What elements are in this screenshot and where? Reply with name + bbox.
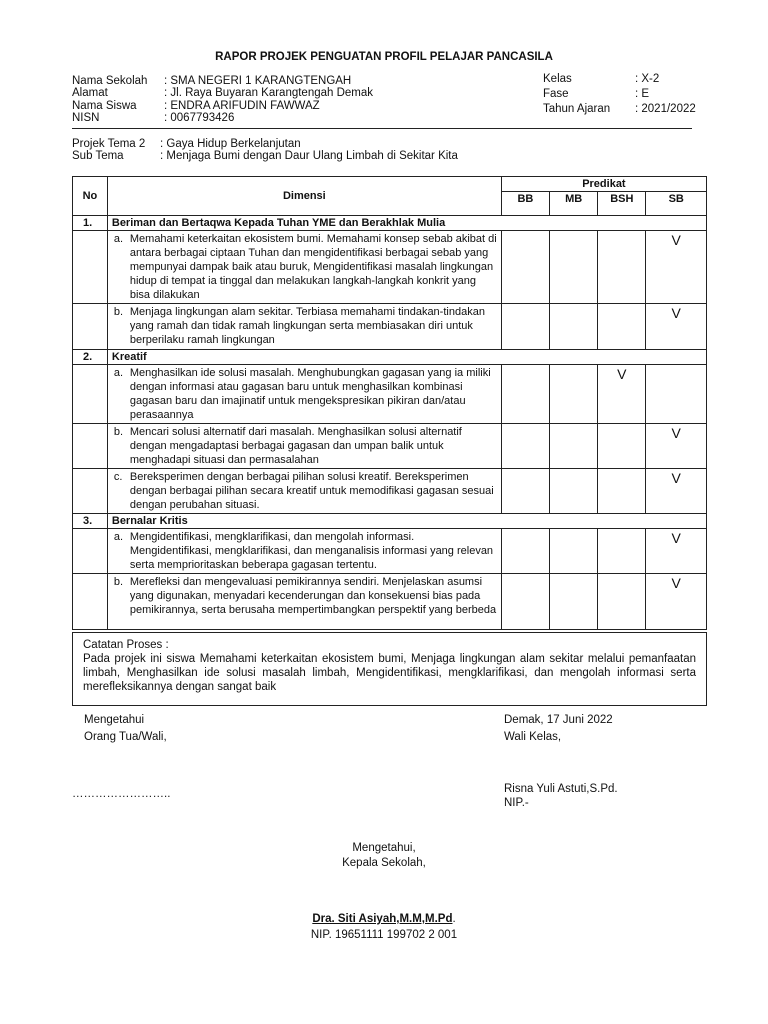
head-nip: NIP. 19651111 199702 2 001 bbox=[310, 929, 458, 941]
address-value: : Jl. Raya Buyaran Karangtengah Demak bbox=[164, 87, 374, 99]
item-letter: a. bbox=[113, 531, 124, 543]
header-divider bbox=[72, 128, 692, 129]
section-name: Kreatif bbox=[107, 350, 706, 365]
empty-no-cell bbox=[73, 574, 108, 630]
grade-cell-sb bbox=[646, 304, 707, 350]
dimension-row bbox=[73, 231, 707, 304]
empty-no-cell bbox=[73, 529, 108, 574]
grade-cell-mb bbox=[550, 574, 598, 630]
address-label: Alamat bbox=[72, 87, 108, 99]
grade-cell-bsh bbox=[598, 424, 646, 469]
grade-cell-sb bbox=[646, 424, 707, 469]
teacher-role: Wali Kelas, bbox=[504, 731, 562, 743]
grade-cell-bsh bbox=[598, 304, 646, 350]
check-mark: V bbox=[671, 425, 681, 441]
teacher-nip: NIP.- bbox=[504, 797, 529, 809]
dimension-description bbox=[108, 469, 501, 513]
head-name-wrap: Dra. Siti Asiyah,M.M,M.Pd. bbox=[312, 913, 456, 925]
section-row bbox=[73, 216, 707, 231]
check-mark: V bbox=[671, 530, 681, 546]
grade-cell-bsh bbox=[598, 529, 646, 574]
check-mark: V bbox=[671, 305, 681, 321]
school-label: Nama Sekolah bbox=[72, 75, 148, 87]
section-row bbox=[73, 350, 707, 365]
grade-cell-mb bbox=[550, 469, 598, 514]
item-text: Merefleksi dan mengevaluasi pemikirannya sendiri. Menjelaskan asumsi yang digunakan, menyadari kecenderungan dan konsekuensi bias pada pemikirannya, serta berusaha mempertimbangkan perspektif yang berbeda bbox=[129, 576, 497, 616]
grade-cell-sb bbox=[646, 529, 707, 574]
dimension-description bbox=[108, 424, 501, 468]
section-number: 2. bbox=[73, 350, 108, 365]
parent-acknowledge: Mengetahui bbox=[84, 714, 145, 726]
header-predikat: Predikat bbox=[501, 177, 706, 192]
item-text: Memahami keterkaitan ekosistem bumi. Memahami konsep sebab akibat di antara berbagai ciptaan Tuhan dan mengidentifikasi berbagai sebab yang mempunyai dampak baik atau buruk, Mengidentifikasi masalah lingkungan hidup di tempat ia tinggal dan melakukan langkah-langkah konkrit yang bisa dilakukan bbox=[129, 233, 497, 301]
section-number: 1. bbox=[73, 216, 108, 231]
grade-cell-sb bbox=[646, 365, 707, 424]
empty-no-cell bbox=[73, 424, 108, 469]
dimension-description bbox=[108, 304, 501, 348]
notes-label: Catatan Proses : bbox=[83, 639, 169, 651]
dimension-description bbox=[108, 574, 501, 618]
item-text: Mencari solusi alternatif dari masalah. Menghasilkan solusi alternatif dengan mengadaptasi berbagai gagasan dan umpan balik untuk menghadapi situasi dan permasalahan bbox=[129, 426, 462, 466]
header-grade: BSH bbox=[598, 192, 646, 216]
grade-cell-bb bbox=[501, 231, 549, 304]
item-text: Menghasilkan ide solusi masalah. Menghubungkan gagasan yang ia miliki dengan informasi atau gagasan baru untuk menghasilkan kombinasi gagasan baru dan imajinatif untuk mengekspresikan pikiran dan/atau perasaannya bbox=[129, 367, 491, 421]
dimension-description bbox=[108, 365, 501, 423]
grade-cell-mb bbox=[550, 424, 598, 469]
teacher-name: Risna Yuli Astuti,S.Pd. bbox=[504, 783, 618, 795]
dimension-row bbox=[73, 304, 707, 350]
empty-no-cell bbox=[73, 231, 108, 304]
header-dimension: Dimensi bbox=[107, 177, 501, 216]
theme-label: Projek Tema 2 bbox=[72, 138, 146, 150]
student-name-value: : ENDRA ARIFUDIN FAWWAZ bbox=[164, 100, 320, 112]
item-letter: b. bbox=[113, 306, 124, 318]
grade-cell-mb bbox=[550, 365, 598, 424]
section-name: Beriman dan Bertaqwa Kepada Tuhan YME dan Berakhlak Mulia bbox=[107, 216, 706, 231]
process-notes bbox=[72, 632, 707, 706]
grade-cell-bsh bbox=[598, 574, 646, 630]
year-value: : 2021/2022 bbox=[635, 103, 696, 115]
grade-cell-mb bbox=[550, 231, 598, 304]
header-grade: BB bbox=[501, 192, 549, 216]
phase-label: Fase bbox=[543, 88, 569, 100]
grade-cell-bsh bbox=[598, 469, 646, 514]
dimension-description-cell bbox=[107, 529, 501, 574]
item-letter: c. bbox=[113, 471, 123, 483]
head-role: Kepala Sekolah, bbox=[342, 857, 426, 869]
assessment-table bbox=[72, 176, 707, 630]
dimension-row bbox=[73, 424, 707, 469]
check-mark: V bbox=[671, 575, 681, 591]
dimension-row bbox=[73, 574, 707, 630]
class-value: : X-2 bbox=[635, 73, 660, 85]
grade-cell-bb bbox=[501, 424, 549, 469]
grade-cell-bb bbox=[501, 365, 549, 424]
head-name: Dra. Siti Asiyah,M.M,M.Pd bbox=[312, 913, 453, 925]
empty-no-cell bbox=[73, 365, 108, 424]
grade-cell-mb bbox=[550, 304, 598, 350]
check-mark: V bbox=[671, 470, 681, 486]
grade-cell-bb bbox=[501, 574, 549, 630]
parent-role: Orang Tua/Wali, bbox=[84, 731, 167, 743]
grade-cell-sb bbox=[646, 231, 707, 304]
parent-signature-blank: …………………….. bbox=[72, 788, 171, 800]
school-value: : SMA NEGERI 1 KARANGTENGAH bbox=[164, 75, 352, 87]
year-label: Tahun Ajaran bbox=[543, 103, 611, 115]
item-letter: b. bbox=[113, 426, 124, 438]
section-number: 3. bbox=[73, 514, 108, 529]
empty-no-cell bbox=[73, 469, 108, 514]
subtheme-value: : Menjaga Bumi dengan Daur Ulang Limbah di Sekitar Kita bbox=[160, 150, 458, 162]
dimension-description-cell bbox=[107, 469, 501, 514]
dimension-description-cell bbox=[107, 424, 501, 469]
grade-cell-bsh bbox=[598, 231, 646, 304]
dimension-row bbox=[73, 365, 707, 424]
item-letter: b. bbox=[113, 576, 124, 588]
dimension-description-cell bbox=[107, 365, 501, 424]
section-name: Bernalar Kritis bbox=[107, 514, 706, 529]
nisn-label: NISN bbox=[72, 112, 100, 124]
place-date: Demak, 17 Juni 2022 bbox=[504, 714, 613, 726]
item-text: Menjaga lingkungan alam sekitar. Terbiasa memahami tindakan-tindakan yang ramah dan tidak ramah lingkungan serta membiasakan diri untuk berperilaku ramah lingkungan bbox=[129, 306, 485, 346]
grade-cell-sb bbox=[646, 574, 707, 630]
phase-value: : E bbox=[635, 88, 650, 100]
nisn-value: : 0067793426 bbox=[164, 112, 235, 124]
dimension-description-cell bbox=[107, 574, 501, 630]
notes-text: Pada projek ini siswa Memahami keterkaitan ekosistem bumi, Menjaga lingkungan alam sekitar melalui pemanfaatan limbah, Menghasilkan ide solusi masalah limbah, Mengidentifikasi, mengklarifikasi, dan mengolah informasi serta merefleksikannya dengan sangat baik bbox=[83, 653, 696, 693]
subtheme-label: Sub Tema bbox=[72, 150, 124, 162]
header-grade: SB bbox=[646, 192, 707, 216]
grade-cell-sb bbox=[646, 469, 707, 514]
grade-cell-mb bbox=[550, 529, 598, 574]
dimension-description bbox=[108, 529, 501, 573]
grade-cell-bb bbox=[501, 469, 549, 514]
dimension-description-cell bbox=[107, 304, 501, 350]
item-text: Bereksperimen dengan berbagai pilihan solusi kreatif. Bereksperimen dengan berbagai pilihan secara kreatif untuk memodifikasi gagasan sesuai dengan perubahan situasi. bbox=[129, 471, 494, 511]
grade-cell-bb bbox=[501, 304, 549, 350]
grade-cell-bsh bbox=[598, 365, 646, 424]
head-acknowledge: Mengetahui, bbox=[352, 842, 416, 854]
dimension-description-cell bbox=[107, 231, 501, 304]
grade-cell-bb bbox=[501, 529, 549, 574]
header-grade: MB bbox=[550, 192, 598, 216]
dimension-description bbox=[108, 231, 501, 303]
item-text: Mengidentifikasi, mengklarifikasi, dan mengolah informasi. Mengidentifikasi, mengklarifikasi, dan menganalisis informasi yang relevan serta memprioritaskan beberapa gagasan tertentu. bbox=[129, 531, 494, 571]
check-mark: V bbox=[617, 366, 627, 382]
header-no: No bbox=[73, 177, 108, 216]
dimension-row bbox=[73, 529, 707, 574]
report-title: RAPOR PROJEK PENGUATAN PROFIL PELAJAR PANCASILA bbox=[215, 51, 553, 63]
section-row bbox=[73, 514, 707, 529]
theme-value: : Gaya Hidup Berkelanjutan bbox=[160, 138, 301, 150]
empty-no-cell bbox=[73, 304, 108, 350]
class-label: Kelas bbox=[543, 73, 572, 85]
item-letter: a. bbox=[113, 233, 124, 245]
item-letter: a. bbox=[113, 367, 124, 379]
student-name-label: Nama Siswa bbox=[72, 100, 137, 112]
dimension-row bbox=[73, 469, 707, 514]
check-mark: V bbox=[671, 232, 681, 248]
